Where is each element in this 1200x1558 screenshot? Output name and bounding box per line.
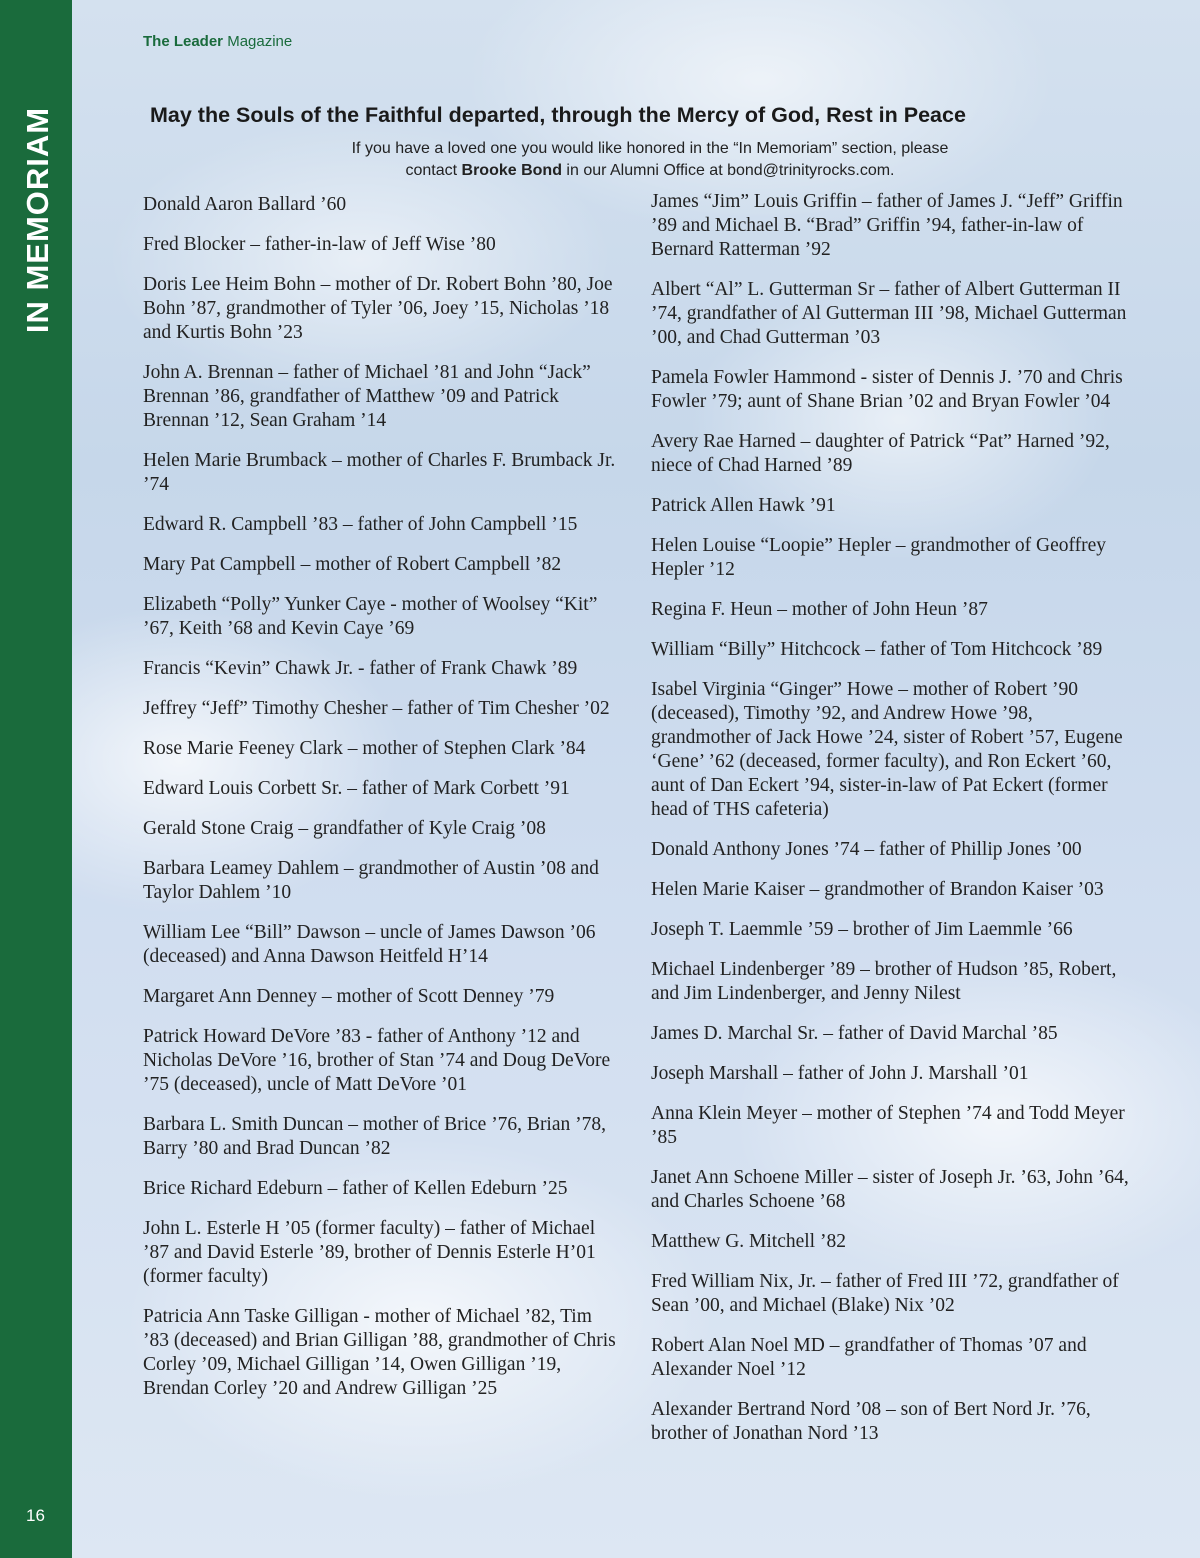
memorial-entry: Edward Louis Corbett Sr. – father of Mark Corbett ’91 bbox=[143, 778, 570, 799]
memorial-entry: Patrick Allen Hawk ’91 bbox=[651, 495, 836, 516]
memorial-entry: Jeffrey “Jeff” Timothy Chesher – father of Tim Chesher ’02 bbox=[143, 698, 610, 719]
intro-line-2 bbox=[220, 160, 1080, 182]
intro-contact-suffix: in our Alumni Office at bond@trinityrocks.com. bbox=[561, 162, 895, 179]
section-title: IN MEMORIAM bbox=[20, 106, 55, 334]
memorial-entry: James D. Marchal Sr. – father of David Marchal ’85 bbox=[651, 1023, 1058, 1044]
intro-text bbox=[220, 138, 1080, 182]
memorial-entry: Robert Alan Noel MD – grandfather of Thomas ’07 and Alexander Noel ’12 bbox=[651, 1335, 1087, 1380]
memorial-entry: Avery Rae Harned – daughter of Patrick “Pat” Harned ’92, niece of Chad Harned ’89 bbox=[651, 431, 1110, 476]
memorial-entry: Francis “Kevin” Chawk Jr. - father of Frank Chawk ’89 bbox=[143, 658, 578, 679]
right-column bbox=[651, 190, 1129, 1462]
memorial-entry: Joseph Marshall – father of John J. Marshall ’01 bbox=[651, 1063, 1029, 1084]
memorial-entry: Rose Marie Feeney Clark – mother of Stephen Clark ’84 bbox=[143, 738, 586, 759]
page-number: 16 bbox=[26, 1506, 45, 1525]
memorial-entry: Margaret Ann Denney – mother of Scott Denney ’79 bbox=[143, 986, 555, 1007]
magazine-masthead bbox=[143, 33, 292, 50]
intro-line-1: If you have a loved one you would like honored in the “In Memoriam” section, please bbox=[351, 140, 949, 157]
memorial-entry: Doris Lee Heim Bohn – mother of Dr. Robert Bohn ’80, Joe Bohn ’87, grandmother of Tyler ’06, Joey ’15, Nicholas ’18 and Kurtis Bohn ’23 bbox=[143, 274, 613, 343]
memorial-entry: Fred William Nix, Jr. – father of Fred III ’72, grandfather of Sean ’00, and Michael (Blake) Nix ’02 bbox=[651, 1271, 1119, 1316]
memorial-entry: Donald Aaron Ballard ’60 bbox=[143, 194, 347, 215]
memorial-entry: William Lee “Bill” Dawson – uncle of James Dawson ’06 (deceased) and Anna Dawson Heitfeld H’14 bbox=[143, 922, 596, 967]
memorial-entry: Elizabeth “Polly” Yunker Caye - mother of Woolsey “Kit” ’67, Keith ’68 and Kevin Caye ’69 bbox=[143, 594, 598, 639]
memorial-entry: William “Billy” Hitchcock – father of Tom Hitchcock ’89 bbox=[651, 639, 1103, 660]
memorial-entry: Brice Richard Edeburn – father of Kellen Edeburn ’25 bbox=[143, 1178, 568, 1199]
masthead-brand: The Leader bbox=[143, 33, 224, 50]
memorial-entry: Edward R. Campbell ’83 – father of John Campbell ’15 bbox=[143, 514, 578, 535]
memorial-entry: Albert “Al” L. Gutterman Sr – father of Albert Gutterman II ’74, grandfather of Al Gutterman III ’98, Michael Gutterman ’00, and Chad Gutterman ’03 bbox=[651, 279, 1127, 348]
memorial-entry: John L. Esterle H ’05 (former faculty) – father of Michael ’87 and David Esterle ’89, brother of Dennis Esterle H’01 (former faculty) bbox=[143, 1218, 596, 1287]
memorial-entry: Pamela Fowler Hammond - sister of Dennis J. ’70 and Chris Fowler ’79; aunt of Shane Brian ’02 and Bryan Fowler ’04 bbox=[651, 367, 1123, 412]
memorial-entry: Michael Lindenberger ’89 – brother of Hudson ’85, Robert, and Jim Lindenberger, and Jenny Nilest bbox=[651, 959, 1117, 1004]
memorial-entry: Matthew G. Mitchell ’82 bbox=[651, 1231, 846, 1252]
memorial-entry: John A. Brennan – father of Michael ’81 and John “Jack” Brennan ’86, grandfather of Matthew ’09 and Patrick Brennan ’12, Sean Graham ’14 bbox=[143, 362, 591, 431]
memorial-entry: Helen Louise “Loopie” Hepler – grandmother of Geoffrey Hepler ’12 bbox=[651, 535, 1107, 580]
memorial-entry: Anna Klein Meyer – mother of Stephen ’74 and Todd Meyer ’85 bbox=[651, 1103, 1125, 1148]
memorial-entry: Alexander Bertrand Nord ’08 – son of Bert Nord Jr. ’76, brother of Jonathan Nord ’13 bbox=[651, 1399, 1091, 1444]
memorial-entry: Regina F. Heun – mother of John Heun ’87 bbox=[651, 599, 988, 620]
memorial-entry: Fred Blocker – father-in-law of Jeff Wise ’80 bbox=[143, 234, 496, 255]
page-heading: May the Souls of the Faithful departed, through the Mercy of God, Rest in Peace bbox=[150, 103, 966, 127]
memorial-entry: Barbara L. Smith Duncan – mother of Brice ’76, Brian ’78, Barry ’80 and Brad Duncan ’82 bbox=[143, 1114, 607, 1159]
memorial-entry: Patricia Ann Taske Gilligan - mother of Michael ’82, Tim ’83 (deceased) and Brian Gilligan ’88, grandmother of Chris Corley ’09, Michael Gilligan ’14, Owen Gilligan ’19, Brendan Corley ’20 and Andrew Gilligan ’25 bbox=[143, 1306, 616, 1399]
memorial-entry: Donald Anthony Jones ’74 – father of Phillip Jones ’00 bbox=[651, 839, 1082, 860]
section-sidebar bbox=[0, 0, 72, 1558]
memorial-entry: Janet Ann Schoene Miller – sister of Joseph Jr. ’63, John ’64, and Charles Schoene ’68 bbox=[651, 1167, 1129, 1212]
memorial-entry: Joseph T. Laemmle ’59 – brother of Jim Laemmle ’66 bbox=[651, 919, 1073, 940]
memorial-entry: Barbara Leamey Dahlem – grandmother of Austin ’08 and Taylor Dahlem ’10 bbox=[143, 858, 599, 903]
intro-contact-prefix: contact bbox=[405, 162, 462, 179]
memorial-entry: Gerald Stone Craig – grandfather of Kyle Craig ’08 bbox=[143, 818, 546, 839]
memorial-entry: Mary Pat Campbell – mother of Robert Campbell ’82 bbox=[143, 554, 562, 575]
memorial-entry: Isabel Virginia “Ginger” Howe – mother of Robert ’90 (deceased), Timothy ’92, and Andrew Howe ’98, grandmother of Jack Howe ’24, sister of Robert ’57, Eugene ‘Gene’ ’62 (deceased, former faculty), and Ron Eckert ’60, aunt of Dan Eckert ’94, sister-in-law of Pat Eckert (former head of THS cafeteria) bbox=[651, 679, 1123, 820]
left-column bbox=[143, 193, 621, 1417]
memorial-entry: James “Jim” Louis Griffin – father of James J. “Jeff” Griffin ’89 and Michael B. “Brad” Griffin ’94, father-in-law of Bernard Ratterman ’92 bbox=[651, 191, 1123, 260]
masthead-suffix: Magazine bbox=[223, 33, 293, 50]
memorial-entry: Helen Marie Brumback – mother of Charles F. Brumback Jr. ’74 bbox=[143, 450, 616, 495]
contact-name: Brooke Bond bbox=[461, 162, 562, 179]
memorial-entry: Patrick Howard DeVore ’83 - father of Anthony ’12 and Nicholas DeVore ’16, brother of Stan ’74 and Doug DeVore ’75 (deceased), uncle of Matt DeVore ’01 bbox=[143, 1026, 611, 1095]
memorial-entry: Helen Marie Kaiser – grandmother of Brandon Kaiser ’03 bbox=[651, 879, 1104, 900]
